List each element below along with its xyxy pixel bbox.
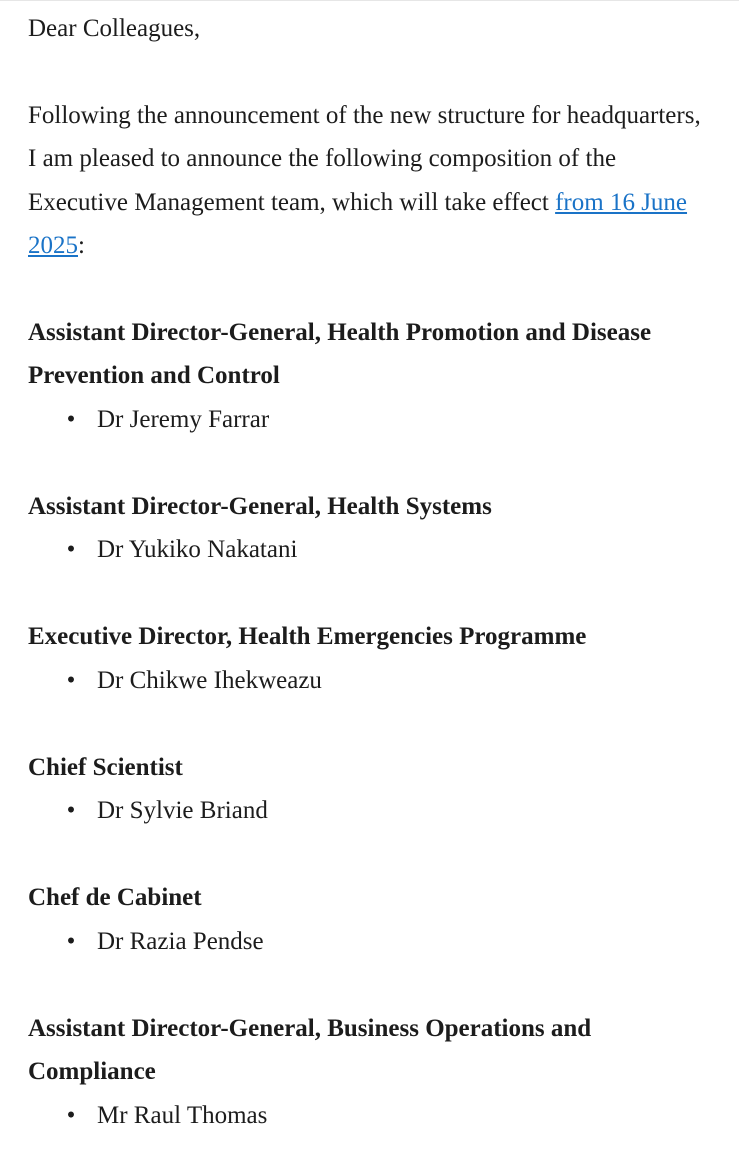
appointee-item [28, 528, 711, 572]
appointee-name: Dr Chikwe Ihekweazu [97, 666, 322, 694]
intro-text: Following the announcement of the new structure for headquarters, I am pleased to announce the following composition of the Executive Management team, which will take effect [28, 101, 701, 216]
bullet-icon: • [66, 927, 76, 955]
bullet-icon: • [66, 666, 76, 694]
bullet-icon: • [66, 1101, 76, 1129]
appointee-list [28, 1094, 711, 1138]
appointee-name: Dr Sylvie Briand [97, 797, 268, 824]
appointee-name: Mr Raul Thomas [97, 1101, 268, 1129]
appointee-name: Dr Razia Pendse [97, 927, 264, 955]
appointee-item [28, 920, 711, 964]
appointee-list [28, 528, 711, 572]
appointee-list [28, 398, 711, 442]
intro-paragraph [28, 94, 711, 268]
role-title: Executive Director, Health Emergencies Programme [28, 623, 587, 650]
appointee-name: Dr Yukiko Nakatani [97, 536, 298, 563]
role-title: Assistant Director-General, Business Operations and Compliance [28, 1014, 592, 1085]
bullet-icon: • [66, 405, 76, 433]
appointment-block [28, 876, 711, 963]
appointment-block [28, 615, 711, 702]
bullet-icon: • [66, 536, 76, 563]
effective-date-link[interactable]: from 16 June 2025 [28, 188, 688, 259]
intro-punctuation: : [78, 232, 85, 259]
appointee-item [28, 398, 711, 442]
appointee-list [28, 659, 711, 703]
role-title: Assistant Director-General, Health Systems [28, 492, 492, 520]
appointee-list [28, 920, 711, 964]
role-title: Chef de Cabinet [28, 884, 202, 911]
appointments-section [28, 311, 711, 1138]
appointee-item [28, 789, 711, 833]
appointment-block [28, 485, 711, 572]
appointee-item [28, 659, 711, 703]
salutation: Dear Colleagues, [28, 15, 201, 42]
appointment-block [28, 1007, 711, 1138]
appointee-name: Dr Jeremy Farrar [97, 405, 270, 433]
bullet-icon: • [66, 797, 76, 824]
appointment-block [28, 311, 711, 442]
appointment-block [28, 746, 711, 833]
appointee-item [28, 1094, 711, 1138]
role-title: Assistant Director-General, Health Promotion and Disease Prevention and Control [28, 318, 652, 389]
role-title: Chief Scientist [28, 753, 183, 781]
appointee-list [28, 789, 711, 833]
